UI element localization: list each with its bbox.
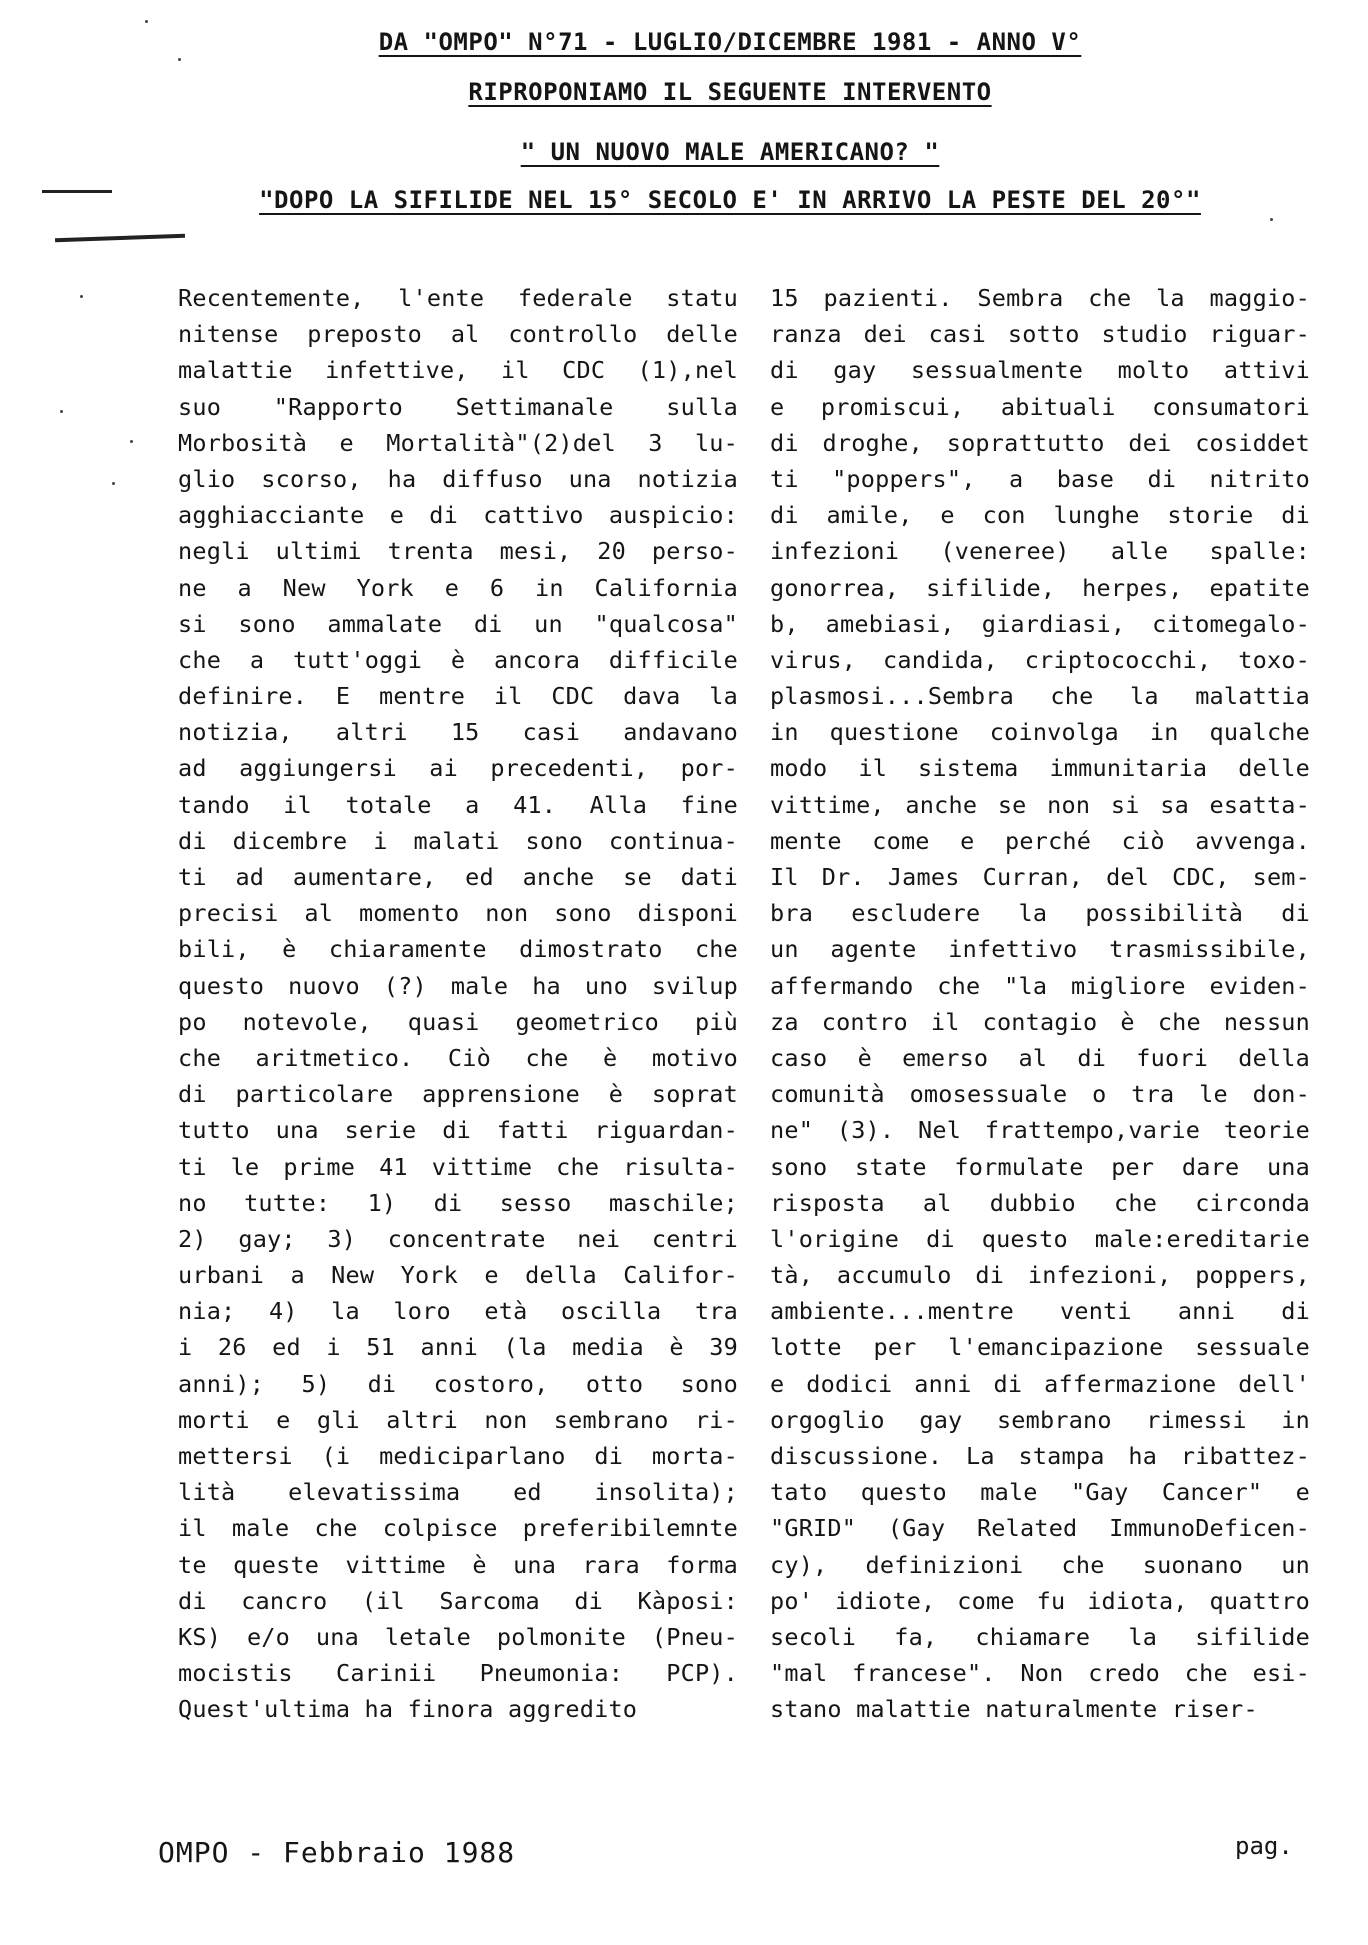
text-line: ti le prime 41 vittime che risulta- bbox=[178, 1152, 738, 1181]
text-line: in questione coinvolga in qualche bbox=[770, 718, 1310, 747]
left-column bbox=[178, 280, 738, 1728]
text-line: za contro il contagio è che nessun bbox=[770, 1007, 1310, 1036]
text-line: agghiacciante e di cattivo auspicio: bbox=[178, 501, 738, 530]
text-line: negli ultimi trenta mesi, 20 perso- bbox=[178, 537, 738, 566]
text-line: virus, candida, criptococchi, toxo- bbox=[770, 645, 1310, 674]
text-line: vittime, anche se non si sa esatta- bbox=[770, 790, 1310, 819]
text-line: comunità omosessuale o tra le don- bbox=[770, 1080, 1310, 1109]
scan-speck bbox=[1270, 218, 1273, 221]
text-line: Morbosità e Mortalità"(2)del 3 lu- bbox=[178, 428, 738, 457]
text-line: suo "Rapporto Settimanale sulla bbox=[178, 392, 738, 421]
text-line: caso è emerso al di fuori della bbox=[770, 1043, 1310, 1072]
text-line: un agente infettivo trasmissibile, bbox=[770, 935, 1310, 964]
text-line: modo il sistema immunitaria delle bbox=[770, 754, 1310, 783]
text-line: po notevole, quasi geometrico più bbox=[178, 1007, 738, 1036]
text-line: di gay sessualmente molto attivi bbox=[770, 356, 1310, 385]
text-line: Recentemente, l'ente federale statu bbox=[178, 284, 738, 312]
text-line: Quest'ultima ha finora aggredito bbox=[178, 1695, 638, 1724]
text-line: Il Dr. James Curran, del CDC, sem- bbox=[770, 863, 1310, 891]
text-line: mente come e perché ciò avvenga. bbox=[770, 826, 1310, 855]
text-line: no tutte: 1) di sesso maschile; bbox=[178, 1188, 738, 1217]
intro-line bbox=[230, 78, 1230, 106]
text-line: 2) gay; 3) concentrate nei centri bbox=[178, 1224, 738, 1253]
text-line: anni); 5) di costoro, otto sono bbox=[178, 1369, 738, 1398]
text-line: precisi al momento non sono disponi bbox=[178, 899, 738, 928]
text-line: secoli fa, chiamare la sifilide bbox=[770, 1622, 1310, 1651]
text-line: di droghe, soprattutto dei cosiddet bbox=[770, 428, 1310, 457]
text-line: questo nuovo (?) male ha uno svilup bbox=[178, 971, 738, 1000]
scan-mark bbox=[42, 190, 112, 193]
text-line: di particolare apprensione è soprat bbox=[178, 1080, 738, 1109]
text-line: definire. E mentre il CDC dava la bbox=[178, 682, 738, 711]
text-line: lità elevatissima ed insolita); bbox=[178, 1478, 738, 1507]
text-line: ranza dei casi sotto studio riguar- bbox=[770, 320, 1310, 349]
text-line: mocistis Carinii Pneumonia: PCP). bbox=[178, 1659, 738, 1688]
text-line: plasmosi...Sembra che la malattia bbox=[770, 682, 1310, 711]
text-line: morti e gli altri non sembrano ri- bbox=[178, 1405, 738, 1434]
text-line: malattie infettive, il CDC (1),nel bbox=[178, 356, 738, 385]
scan-mark bbox=[55, 234, 185, 243]
text-line: cy), definizioni che suonano un bbox=[770, 1550, 1310, 1579]
text-line: po' idiote, come fu idiota, quattro bbox=[770, 1586, 1310, 1615]
text-line: mettersi (i mediciparlano di morta- bbox=[178, 1442, 738, 1470]
text-line: si sono ammalate di un "qualcosa" bbox=[178, 609, 738, 638]
source-line bbox=[230, 28, 1230, 56]
source-line-text: DA "OMPO" N°71 - LUGLIO/DICEMBRE 1981 - ANNO V° bbox=[378, 28, 1082, 56]
text-line: glio scorso, ha diffuso una notizia bbox=[178, 464, 738, 493]
text-line: che a tutt'oggi è ancora difficile bbox=[178, 645, 738, 674]
text-line: notizia, altri 15 casi andavano bbox=[178, 718, 738, 747]
text-line: urbani a New York e della Califor- bbox=[178, 1261, 738, 1290]
scan-speck bbox=[178, 58, 181, 61]
text-line: "GRID" (Gay Related ImmunoDeficen- bbox=[770, 1514, 1310, 1543]
footer-page-label: pag. bbox=[1235, 1832, 1293, 1860]
article-subtitle-text: "DOPO LA SIFILIDE NEL 15° SECOLO E' IN ARRIVO LA PESTE DEL 20°" bbox=[259, 186, 1201, 214]
text-line: il male che colpisce preferibilemnte bbox=[178, 1514, 738, 1543]
text-line: b, amebiasi, giardiasi, citomegalo- bbox=[770, 609, 1310, 638]
text-line: ne a New York e 6 in California bbox=[178, 573, 738, 602]
text-line: stano malattie naturalmente riser- bbox=[770, 1695, 1258, 1724]
text-line: e dodici anni di affermazione dell' bbox=[770, 1369, 1310, 1398]
text-line: risposta al dubbio che circonda bbox=[770, 1188, 1310, 1217]
scan-speck bbox=[60, 410, 63, 413]
text-line: 15 pazienti. Sembra che la maggio- bbox=[770, 284, 1310, 312]
text-line: ne" (3). Nel frattempo,varie teorie bbox=[770, 1116, 1310, 1145]
scan-speck bbox=[112, 482, 115, 485]
text-line: bra escludere la possibilità di bbox=[770, 899, 1310, 928]
text-line: infezioni (veneree) alle spalle: bbox=[770, 537, 1310, 566]
text-line: di amile, e con lunghe storie di bbox=[770, 501, 1310, 530]
article-title-text: " UN NUOVO MALE AMERICANO? " bbox=[520, 138, 940, 166]
text-line: nitense preposto al controllo delle bbox=[178, 320, 738, 349]
text-line: discussione. La stampa ha ribattez- bbox=[770, 1442, 1310, 1470]
text-line: orgoglio gay sembrano rimessi in bbox=[770, 1405, 1310, 1434]
text-line: bili, è chiaramente dimostrato che bbox=[178, 935, 738, 964]
text-line: tutto una serie di fatti riguardan- bbox=[178, 1116, 738, 1145]
text-line: ad aggiungersi ai precedenti, por- bbox=[178, 754, 738, 783]
intro-line-text: RIPROPONIAMO IL SEGUENTE INTERVENTO bbox=[468, 78, 992, 106]
text-line: sono state formulate per dare una bbox=[770, 1152, 1310, 1181]
text-line: l'origine di questo male:ereditarie bbox=[770, 1224, 1310, 1253]
text-line: i 26 ed i 51 anni (la media è 39 bbox=[178, 1333, 738, 1362]
article-subtitle bbox=[230, 186, 1230, 214]
text-line: lotte per l'emancipazione sessuale bbox=[770, 1333, 1310, 1362]
scan-speck bbox=[130, 440, 133, 443]
text-line: tà, accumulo di infezioni, poppers, bbox=[770, 1261, 1310, 1290]
text-line: nia; 4) la loro età oscilla tra bbox=[178, 1297, 738, 1326]
text-line: KS) e/o una letale polmonite (Pneu- bbox=[178, 1622, 738, 1651]
text-line: tato questo male "Gay Cancer" e bbox=[770, 1478, 1310, 1507]
right-column bbox=[770, 280, 1310, 1728]
text-line: ti ad aumentare, ed anche se dati bbox=[178, 863, 738, 891]
text-line: e promiscui, abituali consumatori bbox=[770, 392, 1310, 421]
text-line: di cancro (il Sarcoma di Kàposi: bbox=[178, 1586, 738, 1615]
footer-publication: OMPO - Febbraio 1988 bbox=[158, 1836, 516, 1869]
article-title bbox=[230, 138, 1230, 166]
scan-speck bbox=[80, 295, 83, 298]
text-line: ti "poppers", a base di nitrito bbox=[770, 464, 1310, 493]
text-line: che aritmetico. Ciò che è motivo bbox=[178, 1043, 738, 1072]
text-line: tando il totale a 41. Alla fine bbox=[178, 790, 738, 819]
text-line: te queste vittime è una rara forma bbox=[178, 1550, 738, 1579]
text-line: di dicembre i malati sono continua- bbox=[178, 826, 738, 855]
text-line: affermando che "la migliore eviden- bbox=[770, 971, 1310, 1000]
scan-speck bbox=[145, 20, 148, 23]
text-line: gonorrea, sifilide, herpes, epatite bbox=[770, 573, 1310, 602]
text-line: "mal francese". Non credo che esi- bbox=[770, 1659, 1310, 1688]
text-line: ambiente...mentre venti anni di bbox=[770, 1297, 1310, 1326]
